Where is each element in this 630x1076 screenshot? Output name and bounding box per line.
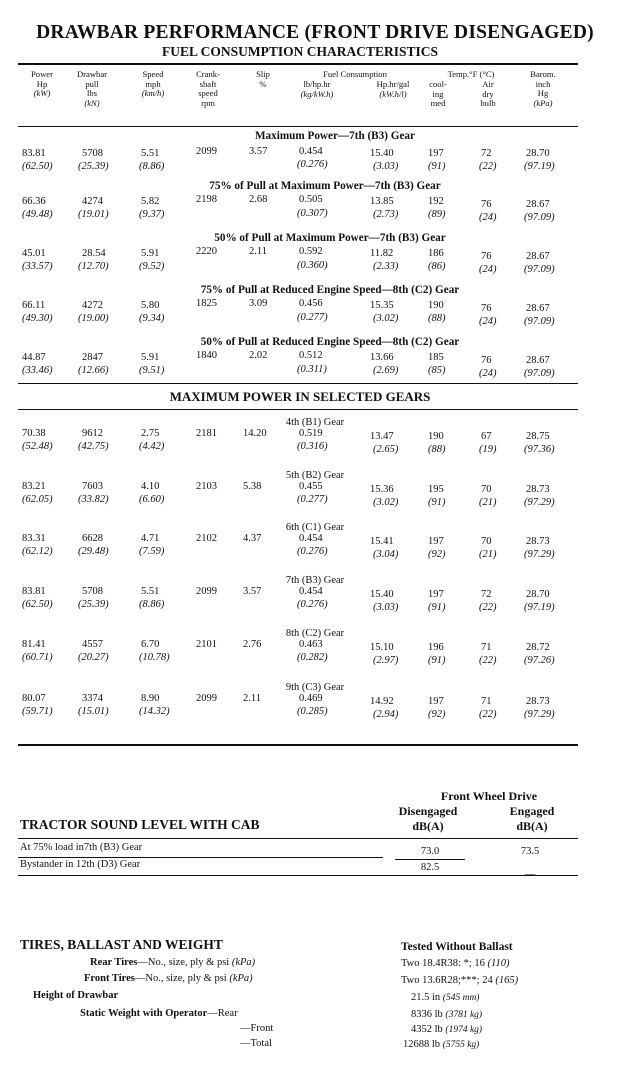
cell-kwhl: (3.03) [373, 602, 399, 613]
cell-slip: 14.20 [243, 428, 267, 439]
cell-pull: 5708 [82, 148, 103, 159]
cell-barom-kpa: (97.29) [524, 709, 555, 720]
cell-air: 67 [481, 431, 492, 442]
cell-hpgal: 15.40 [370, 148, 394, 159]
cell-speed-kmh: (4.42) [139, 441, 165, 452]
fwd-header: Front Wheel Drive [440, 789, 538, 803]
gear-label: 8th (C2) Gear [285, 628, 345, 639]
cell-power-kw: (52.48) [22, 441, 53, 452]
cell-barom: 28.67 [526, 303, 550, 314]
cell-air: 70 [481, 484, 492, 495]
cell-cool-c: (91) [428, 655, 446, 666]
sound-bottom-rule [18, 875, 578, 876]
cell-rpm: 2101 [196, 639, 217, 650]
cell-slip: 2.11 [243, 693, 261, 704]
cell-speed: 4.71 [141, 533, 160, 544]
cell-speed: 2.75 [141, 428, 160, 439]
cell-air-c: (21) [479, 497, 497, 508]
disengaged-header: Disengaged [398, 804, 458, 818]
header-speed: Speed mph (km/h) [141, 69, 165, 99]
cell-power-kw: (49.30) [22, 313, 53, 324]
cell-air-c: (21) [479, 549, 497, 560]
rear-tires-label: Rear Tires—No., size, ply & psi (kPa) [90, 957, 256, 968]
cell-barom: 28.67 [526, 355, 550, 366]
cell-kwhl: (2.65) [373, 444, 399, 455]
disengaged-unit: dB(A) [412, 819, 444, 833]
section-heading: 50% of Pull at Maximum Power—7th (B3) Gear [214, 232, 446, 244]
cell-cool: 190 [428, 431, 444, 442]
cell-cool-c: (92) [428, 709, 446, 720]
header-fuel-hpgal: Hp.hr/gal (kW.h/l) [376, 79, 410, 99]
cell-power: 81.41 [22, 639, 46, 650]
cell-hpgal: 15.40 [370, 589, 394, 600]
header-power: Power Hp (kW) [31, 69, 53, 99]
header-pull: Drawbar pull lbs (kN) [76, 69, 108, 108]
cell-kwhl: (2.73) [373, 209, 399, 220]
sound-row-label: At 75% load in7th (B3) Gear [20, 842, 143, 853]
cell-speed: 5.91 [141, 248, 160, 259]
cell-barom-kpa: (97.09) [524, 212, 555, 223]
cell-barom: 28.75 [526, 431, 550, 442]
cell-kwhl: (2.97) [373, 655, 399, 666]
header-fuel: Fuel Consumption [323, 69, 387, 79]
cell-lbhp: 0.469 [299, 693, 323, 704]
cell-hpgal: 11.82 [370, 248, 394, 259]
section-heading: 50% of Pull at Reduced Engine Speed—8th (C2) Gear [200, 336, 460, 348]
cell-lbhp: 0.505 [299, 194, 323, 205]
cell-air-c: (24) [479, 264, 497, 275]
cell-barom: 28.67 [526, 251, 550, 262]
cell-pull: 28.54 [82, 248, 106, 259]
cell-barom-kpa: (97.26) [524, 655, 555, 666]
cell-slip: 3.57 [243, 586, 262, 597]
section-heading: 75% of Pull at Maximum Power—7th (B3) Gear [209, 180, 441, 192]
cell-speed-kmh: (14.32) [139, 706, 170, 717]
page-subtitle: FUEL CONSUMPTION CHARACTERISTICS [161, 44, 439, 59]
cell-lbhp: 0.519 [299, 428, 323, 439]
cell-speed-kmh: (9.37) [139, 209, 165, 220]
cell-rpm: 2181 [196, 428, 217, 439]
cell-slip: 4.37 [243, 533, 262, 544]
section-heading: 75% of Pull at Reduced Engine Speed—8th (C2) Gear [200, 284, 460, 296]
cell-slip: 3.09 [249, 298, 268, 309]
cell-air: 72 [481, 589, 492, 600]
cell-kgkw: (0.285) [297, 706, 328, 717]
cell-pull: 6628 [82, 533, 103, 544]
cell-power-kw: (33.46) [22, 365, 53, 376]
cell-kwhl: (2.33) [373, 261, 399, 272]
cell-power-kw: (62.12) [22, 546, 53, 557]
cell-rpm: 2099 [196, 586, 217, 597]
cell-power-kw: (33.57) [22, 261, 53, 272]
cell-pull-kn: (19.01) [78, 209, 109, 220]
cell-slip: 5.38 [243, 481, 262, 492]
sound-dis-value: 73.0 [420, 846, 440, 857]
cell-power-kw: (59.71) [22, 706, 53, 717]
gear-label: 9th (C3) Gear [285, 682, 345, 693]
header-rule [18, 126, 578, 127]
cell-power-kw: (62.05) [22, 494, 53, 505]
cell-cool: 197 [428, 589, 444, 600]
cell-barom: 28.67 [526, 199, 550, 210]
cell-barom: 28.72 [526, 642, 550, 653]
cell-power-kw: (62.50) [22, 161, 53, 172]
cell-lbhp: 0.512 [299, 350, 323, 361]
cell-pull: 4272 [82, 300, 103, 311]
cell-barom: 28.73 [526, 696, 550, 707]
cell-pull: 9612 [82, 428, 103, 439]
static-front-label: —Front [240, 1023, 274, 1034]
cell-air-c: (22) [479, 161, 497, 172]
cell-hpgal: 13.66 [370, 352, 394, 363]
cell-pull: 2847 [82, 352, 103, 363]
cell-air: 72 [481, 148, 492, 159]
cell-rpm: 2220 [196, 246, 217, 257]
cell-pull-kn: (29.48) [78, 546, 109, 557]
gear-label: 4th (B1) Gear [285, 417, 345, 428]
cell-speed-kmh: (6.60) [139, 494, 165, 505]
cell-power-kw: (62.50) [22, 599, 53, 610]
cell-slip: 2.76 [243, 639, 262, 650]
cell-lbhp: 0.456 [299, 298, 323, 309]
cell-slip: 2.68 [249, 194, 268, 205]
cell-air: 76 [481, 251, 492, 262]
cell-cool: 196 [428, 642, 444, 653]
cell-cool-c: (85) [428, 365, 446, 376]
front-weight-value: 4352 lb (1974 kg) [411, 1024, 483, 1035]
cell-air-c: (24) [479, 316, 497, 327]
cell-cool: 197 [428, 536, 444, 547]
cell-kgkw: (0.277) [297, 312, 328, 323]
cell-pull-kn: (12.66) [78, 365, 109, 376]
cell-speed-kmh: (8.86) [139, 161, 165, 172]
cell-power: 83.21 [22, 481, 46, 492]
cell-speed: 8.90 [141, 693, 160, 704]
cell-pull-kn: (25.39) [78, 599, 109, 610]
sound-eng-value: 73.5 [520, 846, 540, 857]
cell-cool-c: (86) [428, 261, 446, 272]
cell-speed-kmh: (8.86) [139, 599, 165, 610]
cell-slip: 3.57 [249, 146, 268, 157]
cell-rpm: 2198 [196, 194, 217, 205]
cell-cool-c: (91) [428, 602, 446, 613]
cell-speed-kmh: (10.78) [139, 652, 170, 663]
cell-speed: 5.51 [141, 586, 160, 597]
cell-barom-kpa: (97.09) [524, 368, 555, 379]
cell-slip: 2.11 [249, 246, 267, 257]
cell-speed: 6.70 [141, 639, 160, 650]
cell-slip: 2.02 [249, 350, 268, 361]
cell-air: 71 [481, 696, 492, 707]
cell-barom: 28.73 [526, 536, 550, 547]
cell-power: 83.81 [22, 148, 46, 159]
cell-lbhp: 0.454 [299, 146, 323, 157]
cell-lbhp: 0.463 [299, 639, 323, 650]
cell-air-c: (24) [479, 368, 497, 379]
cell-speed-kmh: (9.51) [139, 365, 165, 376]
cell-cool-c: (88) [428, 444, 446, 455]
cell-cool: 195 [428, 484, 444, 495]
header-temp: Temp.°F (°C) [447, 69, 495, 79]
cell-barom-kpa: (97.29) [524, 549, 555, 560]
cell-power-kw: (49.48) [22, 209, 53, 220]
cell-speed: 5.51 [141, 148, 160, 159]
cell-kgkw: (0.276) [297, 159, 328, 170]
cell-kwhl: (3.02) [373, 313, 399, 324]
cell-hpgal: 13.47 [370, 431, 394, 442]
cell-barom-kpa: (97.09) [524, 264, 555, 275]
sound-dis-underline [395, 859, 465, 860]
cell-pull-kn: (42.75) [78, 441, 109, 452]
cell-barom-kpa: (97.19) [524, 602, 555, 613]
cell-kgkw: (0.276) [297, 546, 328, 557]
cell-air: 70 [481, 536, 492, 547]
sound-rule [18, 838, 578, 839]
cell-cool-c: (92) [428, 549, 446, 560]
sound-title: TRACTOR SOUND LEVEL WITH CAB [20, 817, 260, 832]
height-label: Height of Drawbar [33, 990, 119, 1001]
cell-barom-kpa: (97.36) [524, 444, 555, 455]
sound-row-rule [18, 857, 383, 858]
cell-air: 76 [481, 303, 492, 314]
cell-speed: 5.80 [141, 300, 160, 311]
static-weight-label: Static Weight with Operator—Rear [80, 1008, 238, 1019]
cell-pull: 7603 [82, 481, 103, 492]
gear-label: 6th (C1) Gear [285, 522, 345, 533]
cell-pull-kn: (25.39) [78, 161, 109, 172]
cell-barom: 28.73 [526, 484, 550, 495]
cell-kwhl: (3.02) [373, 497, 399, 508]
header-barom: Barom. inch Hg (kPa) [530, 69, 556, 108]
cell-rpm: 2099 [196, 693, 217, 704]
cell-hpgal: 13.85 [370, 196, 394, 207]
cell-speed-kmh: (9.34) [139, 313, 165, 324]
cell-cool: 197 [428, 696, 444, 707]
cell-kgkw: (0.277) [297, 494, 328, 505]
cell-cool: 192 [428, 196, 444, 207]
cell-hpgal: 15.10 [370, 642, 394, 653]
cell-power: 83.31 [22, 533, 46, 544]
engaged-header: Engaged [509, 804, 555, 818]
static-total-label: —Total [240, 1038, 272, 1049]
gear-label: 5th (B2) Gear [285, 470, 345, 481]
section-rule [18, 409, 578, 410]
tires-title: TIRES, BALLAST AND WEIGHT [20, 937, 223, 952]
section-heading: Maximum Power—7th (B3) Gear [254, 130, 415, 142]
cell-cool-c: (91) [428, 161, 446, 172]
cell-pull: 5708 [82, 586, 103, 597]
cell-lbhp: 0.592 [299, 246, 323, 257]
front-tires-value: Two 13.6R28;***; 24 (165) [401, 975, 519, 986]
table-bottom-rule [18, 744, 578, 746]
cell-kwhl: (3.04) [373, 549, 399, 560]
header-air: Air dry bulb [480, 79, 496, 109]
cell-hpgal: 15.36 [370, 484, 394, 495]
rear-weight-value: 8336 lb (3781 kg) [411, 1009, 483, 1020]
top-rule [18, 63, 578, 65]
header-fuel-lbhp: lb/hp.hr (kg/kW.h) [300, 79, 334, 99]
height-value: 21.5 in (545 mm) [411, 992, 480, 1003]
sound-dis-value: 82.5 [420, 862, 440, 873]
cell-hpgal: 14.92 [370, 696, 394, 707]
cell-kgkw: (0.360) [297, 260, 328, 271]
cell-cool: 185 [428, 352, 444, 363]
cell-kwhl: (3.03) [373, 161, 399, 172]
front-tires-label: Front Tires—No., size, ply & psi (kPa) [84, 973, 253, 984]
cell-power: 44.87 [22, 352, 46, 363]
cell-air: 76 [481, 199, 492, 210]
cell-cool: 190 [428, 300, 444, 311]
cell-rpm: 1840 [196, 350, 217, 361]
cell-pull-kn: (15.01) [78, 706, 109, 717]
cell-rpm: 1825 [196, 298, 217, 309]
cell-air-c: (19) [479, 444, 497, 455]
cell-power: 83.81 [22, 586, 46, 597]
cell-cool-c: (91) [428, 497, 446, 508]
cell-barom-kpa: (97.29) [524, 497, 555, 508]
header-slip: Slip % [256, 69, 270, 89]
page-title: DRAWBAR PERFORMANCE (FRONT DRIVE DISENGAGED) [36, 22, 594, 43]
cell-air-c: (22) [479, 655, 497, 666]
section-rule [18, 383, 578, 384]
max-power-heading: MAXIMUM POWER IN SELECTED GEARS [169, 389, 431, 404]
cell-speed-kmh: (7.59) [139, 546, 165, 557]
cell-cool-c: (88) [428, 313, 446, 324]
cell-rpm: 2103 [196, 481, 217, 492]
total-weight-value: 12688 lb (5755 kg) [403, 1039, 480, 1050]
engaged-unit: dB(A) [516, 819, 548, 833]
cell-pull-kn: (19.00) [78, 313, 109, 324]
cell-kgkw: (0.311) [297, 364, 327, 375]
cell-power: 70.38 [22, 428, 46, 439]
cell-kwhl: (2.94) [373, 709, 399, 720]
cell-lbhp: 0.454 [299, 533, 323, 544]
cell-cool: 197 [428, 148, 444, 159]
cell-barom-kpa: (97.19) [524, 161, 555, 172]
header-crank: Crank- shaft speed rpm [196, 69, 220, 108]
cell-barom-kpa: (97.09) [524, 316, 555, 327]
cell-hpgal: 15.41 [370, 536, 394, 547]
cell-pull-kn: (33.82) [78, 494, 109, 505]
cell-barom: 28.70 [526, 148, 550, 159]
cell-air: 76 [481, 355, 492, 366]
cell-power: 45.01 [22, 248, 46, 259]
cell-kwhl: (2.69) [373, 365, 399, 376]
cell-lbhp: 0.454 [299, 586, 323, 597]
cell-speed: 4.10 [141, 481, 160, 492]
cell-air: 71 [481, 642, 492, 653]
cell-pull: 4274 [82, 196, 103, 207]
cell-hpgal: 15.35 [370, 300, 394, 311]
sound-row-label: Bystander in 12th (D3) Gear [20, 859, 141, 870]
cell-air-c: (22) [479, 709, 497, 720]
cell-pull-kn: (12.70) [78, 261, 109, 272]
cell-air-c: (22) [479, 602, 497, 613]
cell-power: 66.36 [22, 196, 46, 207]
cell-power-kw: (60.71) [22, 652, 53, 663]
header-cool: cool- ing med [429, 79, 447, 109]
cell-cool: 186 [428, 248, 444, 259]
cell-speed-kmh: (9.52) [139, 261, 165, 272]
rear-tires-value: Two 18.4R38: *; 16 (110) [401, 958, 510, 969]
gear-label: 7th (B3) Gear [285, 575, 345, 586]
tested-header: Tested Without Ballast [401, 941, 513, 953]
cell-speed: 5.82 [141, 196, 160, 207]
cell-pull-kn: (20.27) [78, 652, 109, 663]
cell-cool-c: (89) [428, 209, 446, 220]
cell-lbhp: 0.455 [299, 481, 323, 492]
cell-pull: 4557 [82, 639, 103, 650]
cell-kgkw: (0.307) [297, 208, 328, 219]
cell-speed: 5.91 [141, 352, 160, 363]
cell-kgkw: (0.316) [297, 441, 328, 452]
cell-rpm: 2102 [196, 533, 217, 544]
cell-kgkw: (0.282) [297, 652, 328, 663]
cell-rpm: 2099 [196, 146, 217, 157]
cell-air-c: (24) [479, 212, 497, 223]
cell-pull: 3374 [82, 693, 103, 704]
cell-kgkw: (0.276) [297, 599, 328, 610]
cell-barom: 28.70 [526, 589, 550, 600]
cell-power: 80.07 [22, 693, 46, 704]
cell-power: 66.11 [22, 300, 46, 311]
